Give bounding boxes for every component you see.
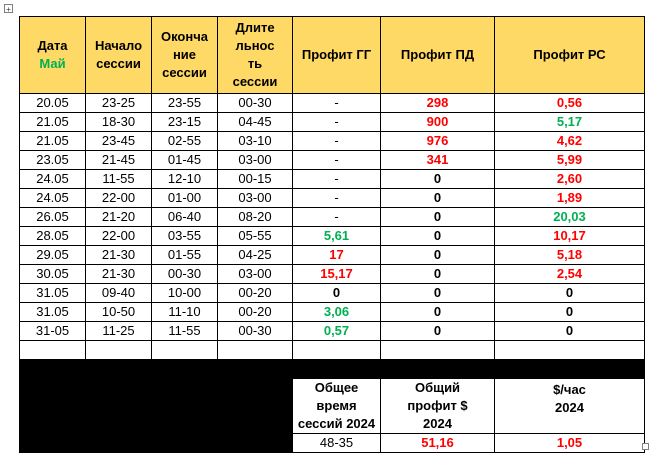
cell-profit-rs: 0,56 (495, 94, 645, 113)
summary-header-row (20, 379, 645, 434)
header-profit-pd: Профит ПД (381, 17, 495, 94)
header-row (20, 17, 645, 94)
cell-profit-rs: 2,60 (495, 170, 645, 189)
black-separator-row (20, 360, 645, 379)
sessions-table (19, 16, 645, 453)
cell-start: 21-30 (86, 246, 152, 265)
cell-date: 28.05 (20, 227, 86, 246)
cell-date: 24.05 (20, 170, 86, 189)
cell-profit-gg: - (293, 189, 381, 208)
cell-profit-pd: 976 (381, 132, 495, 151)
cell-duration: 00-20 (218, 303, 293, 322)
cell-start: 11-25 (86, 322, 152, 341)
cell-date: 29.05 (20, 246, 86, 265)
table-row (20, 265, 645, 284)
cell-profit-gg: - (293, 151, 381, 170)
cell-profit-pd: 0 (381, 265, 495, 284)
cell-profit-pd: 900 (381, 113, 495, 132)
cell-profit-rs: 10,17 (495, 227, 645, 246)
table-row (20, 208, 645, 227)
cell-start: 23-25 (86, 94, 152, 113)
cell-profit-gg: 15,17 (293, 265, 381, 284)
cell-profit-gg: - (293, 94, 381, 113)
cell-profit-rs: 1,89 (495, 189, 645, 208)
cell-profit-gg: - (293, 113, 381, 132)
cell-end: 01-55 (152, 246, 218, 265)
empty-row (20, 341, 645, 360)
table-move-handle-icon[interactable]: + (4, 4, 13, 13)
cell-profit-pd: 0 (381, 303, 495, 322)
cell-profit-rs: 0 (495, 303, 645, 322)
table-row (20, 322, 645, 341)
header-date: Дата Май (20, 17, 86, 94)
cell-date: 20.05 (20, 94, 86, 113)
cell-duration: 00-15 (218, 170, 293, 189)
cell-profit-rs: 5,99 (495, 151, 645, 170)
cell-end: 10-00 (152, 284, 218, 303)
table-row (20, 284, 645, 303)
header-duration: Длите льнос ть сессии (218, 17, 293, 94)
table-row (20, 170, 645, 189)
cell-end: 06-40 (152, 208, 218, 227)
cell-duration: 03-10 (218, 132, 293, 151)
cell-start: 22-00 (86, 227, 152, 246)
cell-end: 01-45 (152, 151, 218, 170)
cell-profit-pd: 0 (381, 284, 495, 303)
table-row (20, 227, 645, 246)
table-row (20, 151, 645, 170)
cell-date: 31.05 (20, 284, 86, 303)
cell-profit-gg: - (293, 170, 381, 189)
cell-profit-pd: 0 (381, 170, 495, 189)
header-profit-gg: Профит ГГ (293, 17, 381, 94)
cell-date: 21.05 (20, 113, 86, 132)
summary-total-profit: 51,16 (381, 434, 495, 453)
cell-end: 02-55 (152, 132, 218, 151)
cell-duration: 03-00 (218, 189, 293, 208)
cell-end: 11-55 (152, 322, 218, 341)
cell-profit-gg: 5,61 (293, 227, 381, 246)
cell-profit-pd: 0 (381, 246, 495, 265)
cell-duration: 08-20 (218, 208, 293, 227)
cell-profit-rs: 5,18 (495, 246, 645, 265)
black-block (20, 379, 293, 453)
cell-profit-gg: - (293, 208, 381, 227)
cell-date: 31.05 (20, 303, 86, 322)
cell-end: 23-55 (152, 94, 218, 113)
cell-profit-rs: 20,03 (495, 208, 645, 227)
cell-profit-gg: 17 (293, 246, 381, 265)
cell-profit-gg: - (293, 132, 381, 151)
cell-profit-pd: 0 (381, 322, 495, 341)
summary-total-time-label: Общее время сессий 2024 (293, 379, 381, 434)
cell-duration: 00-30 (218, 322, 293, 341)
cell-end: 12-10 (152, 170, 218, 189)
cell-start: 21-45 (86, 151, 152, 170)
table-row (20, 113, 645, 132)
cell-end: 23-15 (152, 113, 218, 132)
header-end: Оконча ние сессии (152, 17, 218, 94)
cell-profit-rs: 5,17 (495, 113, 645, 132)
cell-start: 10-50 (86, 303, 152, 322)
cell-profit-pd: 341 (381, 151, 495, 170)
summary-total-time: 48-35 (293, 434, 381, 453)
cell-duration: 04-45 (218, 113, 293, 132)
cell-date: 26.05 (20, 208, 86, 227)
cell-profit-rs: 2,54 (495, 265, 645, 284)
cell-profit-pd: 298 (381, 94, 495, 113)
cell-profit-gg: 3,06 (293, 303, 381, 322)
cell-duration: 00-30 (218, 94, 293, 113)
cell-duration: 00-20 (218, 284, 293, 303)
header-profit-rs: Профит РС (495, 17, 645, 94)
header-month: Май (39, 56, 66, 71)
cell-end: 03-55 (152, 227, 218, 246)
cell-start: 09-40 (86, 284, 152, 303)
cell-start: 23-45 (86, 132, 152, 151)
cell-profit-pd: 0 (381, 189, 495, 208)
summary-per-hour: 1,05 (495, 434, 645, 453)
cell-date: 30.05 (20, 265, 86, 284)
cell-profit-rs: 0 (495, 284, 645, 303)
summary-per-hour-label: $/час 2024 (495, 379, 645, 434)
cell-duration: 03-00 (218, 265, 293, 284)
table-row (20, 132, 645, 151)
cell-profit-pd: 0 (381, 208, 495, 227)
table-row (20, 189, 645, 208)
cell-end: 01-00 (152, 189, 218, 208)
cell-end: 00-30 (152, 265, 218, 284)
cell-start: 11-55 (86, 170, 152, 189)
cell-date: 31-05 (20, 322, 86, 341)
cell-profit-gg: 0,57 (293, 322, 381, 341)
cell-start: 21-30 (86, 265, 152, 284)
cell-duration: 03-00 (218, 151, 293, 170)
table-row (20, 94, 645, 113)
summary-total-profit-label: Общий профит $ 2024 (381, 379, 495, 434)
cell-start: 22-00 (86, 189, 152, 208)
cell-profit-rs: 0 (495, 322, 645, 341)
cell-date: 24.05 (20, 189, 86, 208)
cell-profit-rs: 4,62 (495, 132, 645, 151)
table-row (20, 246, 645, 265)
cell-profit-pd: 0 (381, 227, 495, 246)
cell-date: 21.05 (20, 132, 86, 151)
table-resize-handle-icon[interactable] (642, 443, 649, 450)
cell-date: 23.05 (20, 151, 86, 170)
cell-duration: 04-25 (218, 246, 293, 265)
cell-duration: 05-55 (218, 227, 293, 246)
cell-profit-gg: 0 (293, 284, 381, 303)
cell-start: 21-20 (86, 208, 152, 227)
header-start: Начало сессии (86, 17, 152, 94)
cell-end: 11-10 (152, 303, 218, 322)
cell-start: 18-30 (86, 113, 152, 132)
table-row (20, 303, 645, 322)
